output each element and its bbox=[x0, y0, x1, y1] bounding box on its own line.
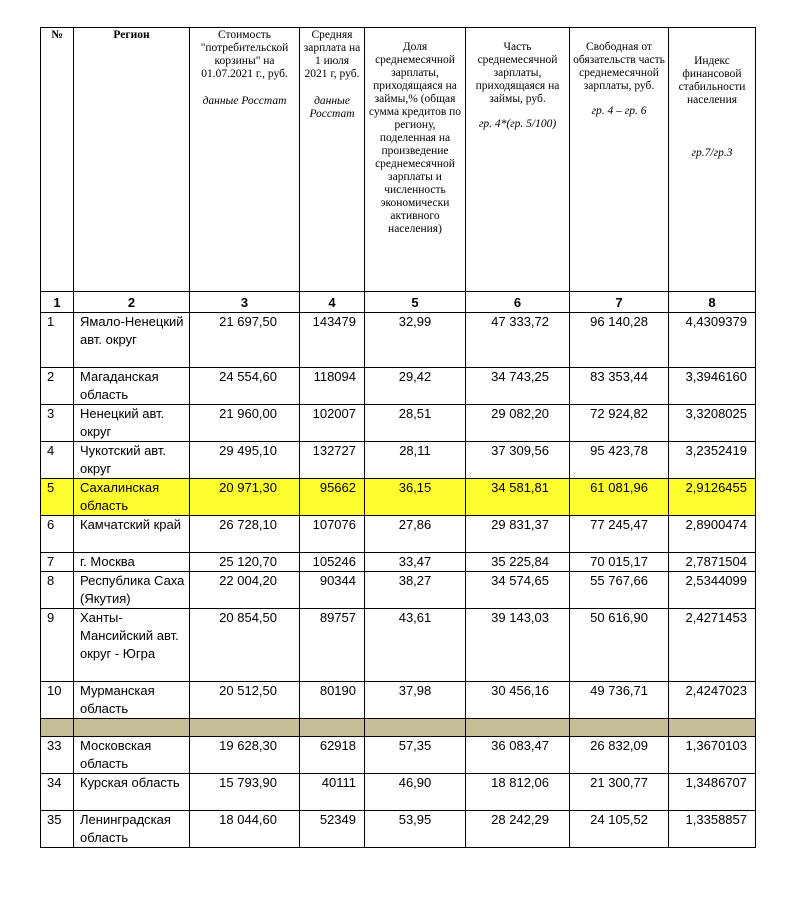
avg-salary: 62918 bbox=[300, 737, 365, 774]
avg-salary: 105246 bbox=[300, 553, 365, 572]
header-basket-cost-source: данные Росстат bbox=[202, 95, 287, 107]
region-name: Камчатский край bbox=[74, 516, 190, 553]
regions-table bbox=[40, 27, 756, 848]
stability-index: 1,3670103 bbox=[669, 737, 756, 774]
row-number: 8 bbox=[41, 572, 74, 609]
column-number: 4 bbox=[300, 292, 365, 313]
region-name: Республика Саха (Якутия) bbox=[74, 572, 190, 609]
header-loan-part bbox=[466, 28, 570, 292]
separator-cell bbox=[466, 719, 570, 737]
basket-cost: 26 728,10 bbox=[190, 516, 300, 553]
header-loan-part-label: Часть среднемесячной зарплаты, приходящаяся на займы, руб. bbox=[475, 41, 560, 105]
header-region: Регион bbox=[74, 28, 190, 292]
column-number: 1 bbox=[41, 292, 74, 313]
table-row bbox=[41, 368, 756, 405]
loan-share: 57,35 bbox=[365, 737, 466, 774]
basket-cost: 21 697,50 bbox=[190, 313, 300, 368]
table-row bbox=[41, 609, 756, 682]
header-free-part-formula: гр. 4 – гр. 6 bbox=[591, 105, 647, 117]
loan-share: 46,90 bbox=[365, 774, 466, 811]
avg-salary: 89757 bbox=[300, 609, 365, 682]
table-row bbox=[41, 811, 756, 848]
header-loan-share bbox=[365, 28, 466, 292]
loan-part: 29 831,37 bbox=[466, 516, 570, 553]
loan-share: 27,86 bbox=[365, 516, 466, 553]
avg-salary: 40111 bbox=[300, 774, 365, 811]
avg-salary: 95662 bbox=[300, 479, 365, 516]
stability-index: 4,4309379 bbox=[669, 313, 756, 368]
avg-salary: 143479 bbox=[300, 313, 365, 368]
header-avg-salary-source: данные Росстат bbox=[309, 95, 355, 120]
row-number: 33 bbox=[41, 737, 74, 774]
header-number: № bbox=[41, 28, 74, 292]
row-number: 1 bbox=[41, 313, 74, 368]
free-part: 50 616,90 bbox=[570, 609, 669, 682]
table-row bbox=[41, 313, 756, 368]
column-number: 5 bbox=[365, 292, 466, 313]
table-body bbox=[41, 313, 756, 848]
basket-cost: 21 960,00 bbox=[190, 405, 300, 442]
column-number: 3 bbox=[190, 292, 300, 313]
row-number: 6 bbox=[41, 516, 74, 553]
basket-cost: 19 628,30 bbox=[190, 737, 300, 774]
table-row bbox=[41, 442, 756, 479]
free-part: 26 832,09 bbox=[570, 737, 669, 774]
column-number: 7 bbox=[570, 292, 669, 313]
avg-salary: 107076 bbox=[300, 516, 365, 553]
loan-part: 37 309,56 bbox=[466, 442, 570, 479]
table-row bbox=[41, 553, 756, 572]
header-row bbox=[41, 28, 756, 292]
free-part: 24 105,52 bbox=[570, 811, 669, 848]
header-free-part bbox=[570, 28, 669, 292]
header-stability-index-formula: гр.7/гр.3 bbox=[691, 147, 733, 159]
loan-share: 28,11 bbox=[365, 442, 466, 479]
loan-share: 37,98 bbox=[365, 682, 466, 719]
table-row bbox=[41, 737, 756, 774]
row-number: 34 bbox=[41, 774, 74, 811]
stability-index: 1,3486707 bbox=[669, 774, 756, 811]
separator-cell bbox=[190, 719, 300, 737]
loan-part: 47 333,72 bbox=[466, 313, 570, 368]
header-stability-index-label: Индекс финансовой стабильности населения bbox=[678, 55, 746, 106]
header-basket-cost-label: Стоимость "потребительской корзины" на 01.07.2021 г., руб. bbox=[200, 29, 289, 80]
free-part: 61 081,96 bbox=[570, 479, 669, 516]
basket-cost: 20 854,50 bbox=[190, 609, 300, 682]
avg-salary: 90344 bbox=[300, 572, 365, 609]
row-number: 35 bbox=[41, 811, 74, 848]
loan-share: 43,61 bbox=[365, 609, 466, 682]
region-name: Чукотский авт. округ bbox=[74, 442, 190, 479]
basket-cost: 20 512,50 bbox=[190, 682, 300, 719]
free-part: 83 353,44 bbox=[570, 368, 669, 405]
loan-share: 29,42 bbox=[365, 368, 466, 405]
basket-cost: 15 793,90 bbox=[190, 774, 300, 811]
row-number: 9 bbox=[41, 609, 74, 682]
header-loan-part-formula: гр. 4*(гр. 5/100) bbox=[478, 118, 557, 130]
avg-salary: 118094 bbox=[300, 368, 365, 405]
table-row bbox=[41, 572, 756, 609]
separator-cell bbox=[74, 719, 190, 737]
loan-part: 30 456,16 bbox=[466, 682, 570, 719]
separator-cell bbox=[669, 719, 756, 737]
column-number: 6 bbox=[466, 292, 570, 313]
loan-part: 36 083,47 bbox=[466, 737, 570, 774]
region-name: г. Москва bbox=[74, 553, 190, 572]
free-part: 77 245,47 bbox=[570, 516, 669, 553]
loan-part: 34 574,65 bbox=[466, 572, 570, 609]
separator-cell bbox=[570, 719, 669, 737]
header-avg-salary-label: Средняя зарплата на 1 июля 2021 г, руб. bbox=[303, 29, 361, 80]
region-name: Сахалинская область bbox=[74, 479, 190, 516]
header-avg-salary bbox=[300, 28, 365, 292]
column-number-row bbox=[41, 292, 756, 313]
stability-index: 2,5344099 bbox=[669, 572, 756, 609]
loan-part: 34 743,25 bbox=[466, 368, 570, 405]
loan-part: 35 225,84 bbox=[466, 553, 570, 572]
header-loan-share-label: Доля среднемесячной зарплаты, приходящаяся на займы,% (общая сумма кредитов по региону, поделенная на произведение среднемесячной зарплаты и численность экономически активного населения) bbox=[368, 41, 462, 235]
avg-salary: 102007 bbox=[300, 405, 365, 442]
separator-cell bbox=[41, 719, 74, 737]
loan-share: 36,15 bbox=[365, 479, 466, 516]
free-part: 96 140,28 bbox=[570, 313, 669, 368]
row-number: 2 bbox=[41, 368, 74, 405]
free-part: 21 300,77 bbox=[570, 774, 669, 811]
header-basket-cost bbox=[190, 28, 300, 292]
basket-cost: 24 554,60 bbox=[190, 368, 300, 405]
basket-cost: 25 120,70 bbox=[190, 553, 300, 572]
header-free-part-label: Свободная от обязательств часть среднемесячной зарплаты, руб. bbox=[573, 41, 665, 92]
table-row bbox=[41, 682, 756, 719]
basket-cost: 18 044,60 bbox=[190, 811, 300, 848]
column-number: 8 bbox=[669, 292, 756, 313]
avg-salary: 132727 bbox=[300, 442, 365, 479]
loan-share: 53,95 bbox=[365, 811, 466, 848]
loan-share: 38,27 bbox=[365, 572, 466, 609]
row-number: 3 bbox=[41, 405, 74, 442]
basket-cost: 22 004,20 bbox=[190, 572, 300, 609]
region-name: Магаданская область bbox=[74, 368, 190, 405]
region-name: Ямало-Ненецкий авт. округ bbox=[74, 313, 190, 368]
loan-share: 28,51 bbox=[365, 405, 466, 442]
separator-cell bbox=[365, 719, 466, 737]
avg-salary: 80190 bbox=[300, 682, 365, 719]
free-part: 70 015,17 bbox=[570, 553, 669, 572]
header-stability-index bbox=[669, 28, 756, 292]
loan-part: 28 242,29 bbox=[466, 811, 570, 848]
stability-index: 3,3946160 bbox=[669, 368, 756, 405]
basket-cost: 20 971,30 bbox=[190, 479, 300, 516]
region-name: Ханты-Мансийский авт. округ - Югра bbox=[74, 609, 190, 682]
loan-part: 29 082,20 bbox=[466, 405, 570, 442]
free-part: 49 736,71 bbox=[570, 682, 669, 719]
separator-row bbox=[41, 719, 756, 737]
basket-cost: 29 495,10 bbox=[190, 442, 300, 479]
region-name: Курская область bbox=[74, 774, 190, 811]
loan-part: 39 143,03 bbox=[466, 609, 570, 682]
stability-index: 2,9126455 bbox=[669, 479, 756, 516]
avg-salary: 52349 bbox=[300, 811, 365, 848]
row-number: 5 bbox=[41, 479, 74, 516]
stability-index: 2,8900474 bbox=[669, 516, 756, 553]
row-number: 7 bbox=[41, 553, 74, 572]
region-name: Ненецкий авт. округ bbox=[74, 405, 190, 442]
stability-index: 2,4271453 bbox=[669, 609, 756, 682]
free-part: 95 423,78 bbox=[570, 442, 669, 479]
row-number: 4 bbox=[41, 442, 74, 479]
separator-cell bbox=[300, 719, 365, 737]
stability-index: 3,3208025 bbox=[669, 405, 756, 442]
free-part: 72 924,82 bbox=[570, 405, 669, 442]
stability-index: 1,3358857 bbox=[669, 811, 756, 848]
region-name: Мурманская область bbox=[74, 682, 190, 719]
region-name: Ленинградская область bbox=[74, 811, 190, 848]
stability-index: 2,4247023 bbox=[669, 682, 756, 719]
loan-part: 18 812,06 bbox=[466, 774, 570, 811]
stability-index: 2,7871504 bbox=[669, 553, 756, 572]
free-part: 55 767,66 bbox=[570, 572, 669, 609]
column-number: 2 bbox=[74, 292, 190, 313]
region-name: Московская область bbox=[74, 737, 190, 774]
table-row bbox=[41, 405, 756, 442]
table-row bbox=[41, 516, 756, 553]
row-number: 10 bbox=[41, 682, 74, 719]
loan-part: 34 581,81 bbox=[466, 479, 570, 516]
stability-index: 3,2352419 bbox=[669, 442, 756, 479]
loan-share: 32,99 bbox=[365, 313, 466, 368]
loan-share: 33,47 bbox=[365, 553, 466, 572]
table-row-highlighted bbox=[41, 479, 756, 516]
table-row bbox=[41, 774, 756, 811]
